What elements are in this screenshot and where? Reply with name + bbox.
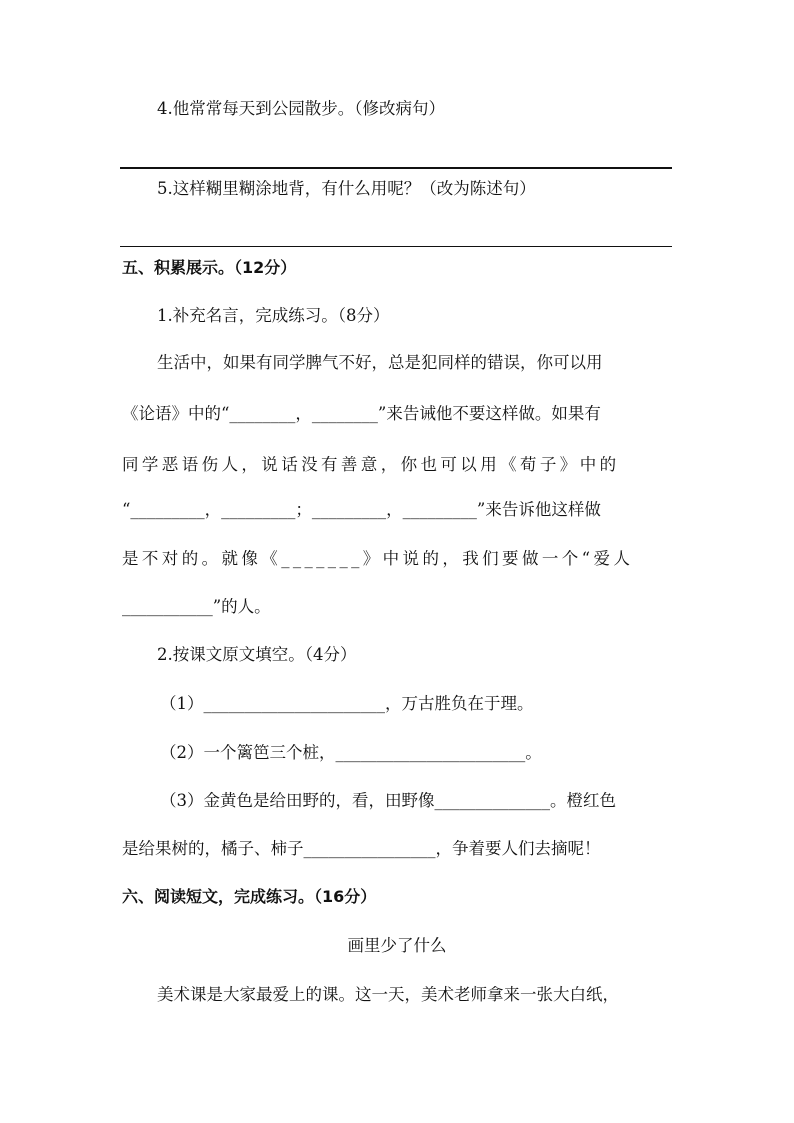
paragraph-line-2: 《论语》中的“________，________”来告诫他不要这样做。如果有 xyxy=(122,404,601,423)
paragraph-line-4: “_________，_________；_________，_________”来告诉他这样做 xyxy=(122,500,601,519)
answer-line-4 xyxy=(120,167,672,169)
paragraph-line-1: 生活中，如果有同学脾气不好，总是犯同样的错误，你可以用 xyxy=(157,353,603,372)
question-5: 5.这样糊里糊涂地背，有什么用呢？（改为陈述句） xyxy=(157,179,536,198)
fill-blank-3a: （3）金黄色是给田野的，看，田野像______________。橙红色 xyxy=(160,791,616,810)
passage-paragraph-1: 美术课是大家最爱上的课。这一天，美术老师拿来一张大白纸， xyxy=(157,985,619,1004)
question-4: 4.他常常每天到公园散步。（修改病句） xyxy=(157,99,445,118)
fill-blank-1: （1）______________________，万古胜负在于理。 xyxy=(160,694,534,713)
fill-blank-2: （2）一个篱笆三个桩，_______________________。 xyxy=(160,743,542,762)
paragraph-line-5: 是不对的。就像《_______》中说的，我们要做一个“爱人 xyxy=(122,549,634,568)
section-5-q1-title: 1.补充名言，完成练习。（8分） xyxy=(157,306,390,325)
fill-blank-3b: 是给果树的，橘子、柿子________________，争着要人们去摘呢！ xyxy=(122,839,601,858)
passage-title: 画里少了什么 xyxy=(347,936,447,955)
section-5-q2-title: 2.按课文原文填空。（4分） xyxy=(157,645,357,664)
paragraph-line-3: 同学恶语伤人，说话没有善意，你也可以用《荀子》中的 xyxy=(122,455,620,474)
paragraph-line-6: ___________”的人。 xyxy=(122,597,271,616)
answer-line-5 xyxy=(120,246,672,247)
section-6-heading: 六、阅读短文，完成练习。（16分） xyxy=(122,887,377,906)
section-5-heading: 五、积累展示。（12分） xyxy=(122,258,297,277)
